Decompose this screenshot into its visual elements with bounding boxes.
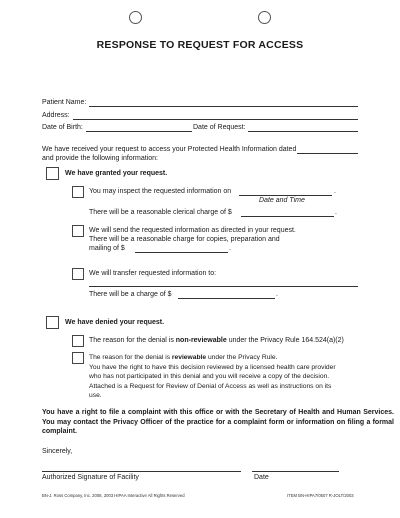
reviewable-line-4: Attached is a Request for Review of Denial of Access as well as instructions on its: [89, 382, 332, 390]
denied-heading: We have denied your request.: [65, 319, 165, 326]
non-reviewable-checkbox[interactable]: [72, 335, 84, 347]
address-field[interactable]: [73, 119, 358, 120]
complaint-notice: You have a right to file a complaint with this office or with the Secretary of Health and Human Services. You may contact the Privacy Officer of the practice for a complaint form or information on filing a formal complaint.: [42, 409, 394, 436]
reviewable-checkbox[interactable]: [72, 352, 84, 364]
inspect-date-field[interactable]: [239, 195, 332, 196]
patient-name-field[interactable]: [89, 106, 358, 107]
transfer-checkbox[interactable]: [72, 268, 84, 280]
non-reviewable-pre: The reason for the denial is: [89, 337, 176, 344]
date-line[interactable]: [252, 471, 339, 472]
signature-line[interactable]: [42, 471, 241, 472]
signature-label: Authorized Signature of Facility: [42, 474, 139, 481]
date-label: Date: [254, 474, 269, 481]
date-time-caption: Date and Time: [259, 197, 305, 204]
mailing-charge-period: .: [229, 245, 231, 252]
punch-hole-right: [258, 11, 271, 24]
non-reviewable-post: under the Privacy Rule 164.524(a)(2): [226, 337, 344, 344]
clerical-charge-field[interactable]: [241, 216, 334, 217]
reviewable-post: under the Privacy Rule.: [206, 354, 278, 361]
denied-checkbox[interactable]: [46, 316, 59, 329]
reviewable-line-2: You have the right to have this decision reviewed by a licensed health care provider: [89, 363, 336, 371]
granted-heading: We have granted your request.: [65, 170, 168, 177]
inspect-period: .: [334, 188, 336, 195]
transfer-charge-text: There will be a charge of $: [89, 291, 172, 298]
non-reviewable-bold: non-reviewable: [175, 337, 227, 344]
dob-field[interactable]: [86, 131, 192, 132]
granted-checkbox[interactable]: [46, 167, 59, 180]
transfer-recipient-field[interactable]: [89, 286, 358, 287]
non-reviewable-text: [89, 337, 344, 344]
inspect-checkbox[interactable]: [72, 186, 84, 198]
dob-label: Date of Birth:: [42, 124, 83, 131]
page-title: RESPONSE TO REQUEST FOR ACCESS: [96, 39, 304, 51]
clerical-charge-period: .: [335, 209, 337, 216]
inspect-text: You may inspect the requested information on: [89, 188, 232, 195]
reviewable-pre: The reason for the denial is: [89, 354, 172, 361]
clerical-charge-text: There will be a reasonable clerical charge of $: [89, 209, 232, 216]
reviewable-line-3: who has not participated in this denial and you will receive a copy of the decision.: [89, 373, 330, 381]
address-label: Address:: [42, 112, 70, 119]
transfer-charge-period: .: [276, 291, 278, 298]
send-line-1: We will send the requested information as directed in your request.: [89, 227, 296, 234]
reviewable-line-5: use.: [89, 392, 102, 400]
date-of-request-label: Date of Request:: [193, 124, 246, 131]
transfer-text: We will transfer requested information to:: [89, 270, 217, 277]
punch-hole-left: [129, 11, 142, 24]
intro-line-2: and provide the following information:: [42, 155, 158, 162]
reviewable-line-1: [89, 353, 336, 363]
transfer-charge-field[interactable]: [178, 298, 275, 299]
footer-copyright: BN-J. Ross Company, Inc. 2008, 2003 HIPAA Interactive All Rights Reserved: [42, 493, 185, 498]
mailing-charge-field[interactable]: [135, 252, 228, 253]
intro-line-1: We have received your request to access your Protected Health Information dated: [42, 146, 297, 153]
send-line-2: There will be a reasonable charge for copies, preparation and: [89, 236, 280, 243]
send-line-3: mailing of $: [89, 245, 125, 252]
send-checkbox[interactable]: [72, 225, 84, 237]
reviewable-paragraph: [89, 353, 336, 401]
reviewable-bold: reviewable: [171, 354, 207, 361]
date-of-request-field[interactable]: [248, 131, 358, 132]
sincerely-text: Sincerely,: [42, 448, 73, 455]
request-date-field[interactable]: [297, 153, 358, 154]
patient-name-label: Patient Name:: [42, 99, 87, 106]
footer-item-code: ITEM BN-HIPA7/0507 R-JOLT/2003: [287, 493, 354, 498]
